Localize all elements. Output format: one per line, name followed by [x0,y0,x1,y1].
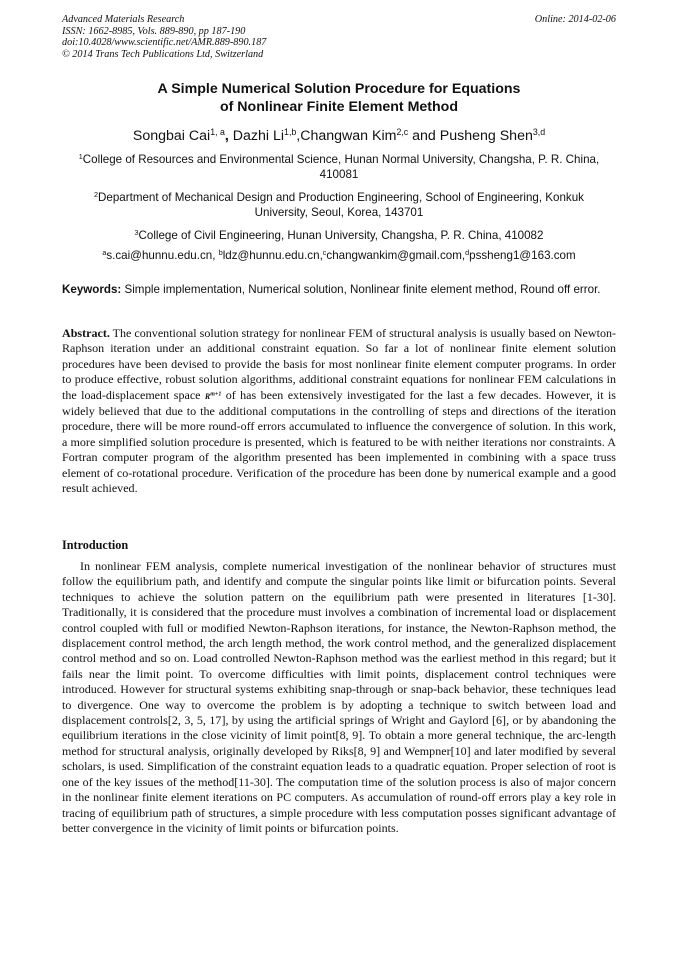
abstract-text: The conventional solution strategy for nonlinear FEM of structural analysis is usually based on Newton-Raphson iteration under an additional constraint equation. So far a lot of nonlinear finite element solution procedures have been devised to provide the basis for most nonlinear finite element computer programs. In order to produce effective, robust solution algorithms, additional constraint equations for nonlinear FEM calculations in the load-displacement space [62,326,616,402]
email-address[interactable]: s.cai@hunnu.edu.cn [106,249,213,262]
introduction-paragraph: In nonlinear FEM analysis, complete numerical investigation of the nonlinear behavior of structures must follow the equilibrium path, and identify and compute the singular points like limit or bifurcation points. Several techniques to achieve the solution pattern on the equilibrium path were presented in literatures [1-30]. Traditionally, it is considered that the procedure must involves a combination of incremental load or displacement control coupled with full or modified Newton-Raphson iterations, for instance, the Newton-Raphson method, the displacement control method, the arch length method, the work control method, and the generalized displacement control method and so on. Load controlled Newton-Raphson method was the earliest method in this regard; but it fails near the limit point. To overcome difficulties with limit points, displacement control techniques were introduced. However for structural systems exhibiting snap-through or snap-back behavior, these techniques lead to divergence. One way to overcome the problem is by adopting a technique to switch between load and displacement controls[2, 3, 5, 17], by using the artificial springs of Wright and Gaylord [6], or by abandoning the equilibrium iterations in the close vicinity of limit point[8, 9]. To obtain a more general technique, the arc-length method for structural analysis, originally developed by Riks[8, 9] and Wempner[10] and later modified by several scholars, is used. Simplification of the constraint equation leads to a quadratic equation. Proper selection of root is one of the key issues of the method[11-30]. The computation time of the solution process is also of major concern in the nonlinear finite element iterations on PC computers. As accumulation of round-off errors play a key role in tracing of equilibrium path of structures, a simple procedure with less computation posses significant advantage of better convergence in the vicinity of limit points or bifurcation points. [62,559,616,835]
affiliation-text: College of Resources and Environmental Science, Hunan Normal University, Changsha, P. R. China, 410081 [82,153,600,181]
abstract-label: Abstract. [62,326,110,340]
online-date [535,14,616,26]
author-sup: 1, a [210,127,225,138]
copyright-line: © 2014 Trans Tech Publications Ltd, Switzerland [62,48,264,60]
load-displacement-space-symbol [205,392,221,401]
author-separator: , [296,128,301,144]
author-separator: and [408,128,440,144]
author-name: Dazhi Li [232,128,285,144]
affiliation [72,153,606,182]
affiliation [72,191,606,220]
affiliation-sup: 1 [78,152,83,162]
affiliation [72,229,606,244]
journal-name: Advanced Materials Research [62,14,185,25]
author-separator: , [224,128,233,144]
email-separator: , [212,249,219,262]
email-sup: d [465,248,470,258]
email-sup: a [102,248,107,258]
affiliation-sup: 2 [94,190,99,200]
email-address[interactable]: pssheng1@163.com [469,249,576,262]
email-separator: , [461,249,466,262]
author-name: Changwan Kim [300,128,397,144]
author-name: Songbai Cai [132,128,211,144]
space-symbol-sup: m+1 [210,391,222,398]
keywords-text: Simple implementation, Numerical solution, Nonlinear finite element method, Round off error. [121,283,601,296]
doi-line[interactable]: doi:10.4028/www.scientific.net/AMR.889-890.187 [62,37,267,49]
email-list [72,249,606,264]
abstract-text-continued: of has been extensively investigated for the last a few decades. However, it is widely believed that due to the additional computations in the controlling of steps and directions of the iteration procedure, there will be more round-off errors accumulated to influence the convergence of solution. In this work, a more simplified solution procedure is presented, which is featured to be with neither iterations nor constraints. A Fortran computer program of the algorithm presented has been implemented in combining with a space truss element of co-rotational procedure. Verification of the procedure has been done by numerical example and a good result achieved. [62,387,616,496]
author-name: Pusheng Shen [439,128,533,144]
email-separator: , [319,249,323,262]
email-sup: b [218,248,223,258]
section-heading-introduction: Introduction [62,538,129,552]
keywords-label: Keywords: [62,283,122,296]
email-address[interactable]: ldz@hunnu.edu.cn [222,249,320,262]
keywords [62,282,616,297]
title-line-1: A Simple Numerical Solution Procedure for Equations [157,81,521,97]
email-sup: c [322,248,327,258]
paper-title [62,80,616,116]
affiliation-text: College of Civil Engineering, Hunan University, Changsha, P. R. China, 410082 [138,229,544,242]
space-symbol-letter: R [204,391,211,401]
author-sup: 1,b [284,127,297,138]
title-line-2: of Nonlinear Finite Element Method [219,99,459,115]
abstract [62,326,616,496]
journal-header [62,14,266,60]
affiliation-sup: 3 [134,228,139,238]
email-address[interactable]: changwankim@gmail.com [326,249,462,262]
affiliation-text: Department of Mechanical Design and Production Engineering, School of Engineering, Konkuk University, Seoul, Korea, 143701 [98,191,584,219]
author-list [62,126,616,146]
online-date-text: Online: 2014-02-06 [534,14,616,25]
author-sup: 3,d [532,127,546,138]
issn-line: ISSN: 1662-8985, Vols. 889-890, pp 187-190 [62,25,246,37]
author-sup: 2,c [396,127,409,138]
